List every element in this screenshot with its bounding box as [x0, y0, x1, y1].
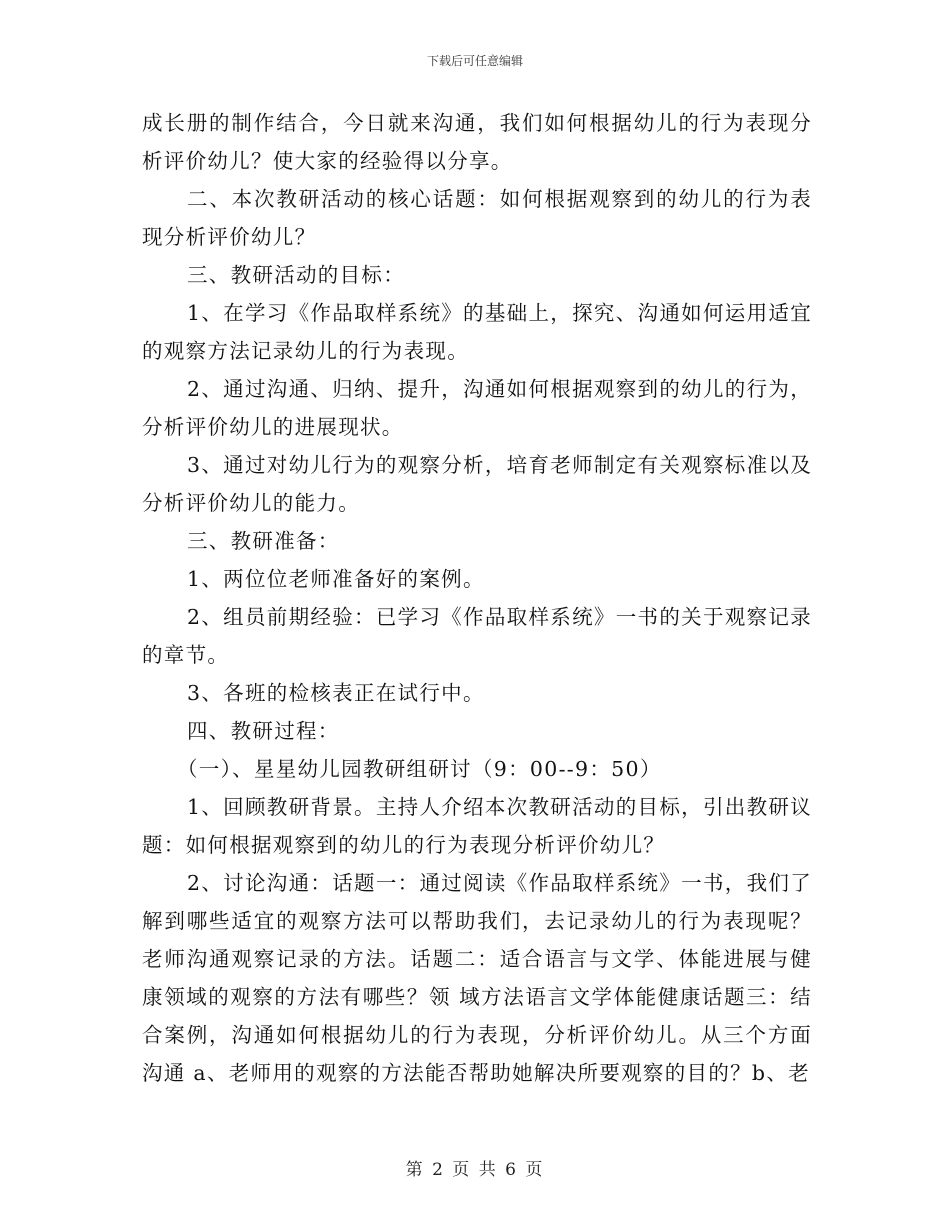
paragraph: 成长册的制作结合，今日就来沟通，我们如何根据幼儿的行为表现分析评价幼儿？使大家的经验得以分享。: [142, 111, 812, 173]
paragraph: 3、通过对幼儿行为的观察分析，培育老师制定有关观察标准以及分析评价幼儿的能力。: [142, 453, 812, 515]
paragraph: 3、各班的检核表正在试行中。: [187, 681, 485, 705]
paragraph: 1、两位位老师准备好的案例。: [187, 567, 485, 591]
paragraph: 三、教研准备：: [187, 529, 340, 553]
paragraph: 2、组员前期经验：已学习《作品取样系统》一书的关于观察记录的章节。: [142, 605, 812, 667]
paragraph: 1、在学习《作品取样系统》的基础上，探究、沟通如何运用适宜的观察方法记录幼儿的行为表现。: [142, 301, 812, 363]
page-header: 下载后可任意编辑: [426, 54, 523, 68]
page-footer: 第 2 页 共 6 页: [405, 1160, 545, 1180]
paragraph: 二、本次教研活动的核心话题：如何根据观察到的幼儿的行为表现分析评价幼儿？: [142, 187, 812, 249]
document-body: [142, 104, 812, 1092]
paragraph: 1、回顾教研背景。主持人介绍本次教研活动的目标，引出教研议题：如何根据观察到的幼儿的行为表现分析评价幼儿？: [142, 795, 812, 857]
paragraph: （一）、星星幼儿园教研组研讨（9：00--9：50）: [177, 757, 662, 781]
paragraph: 2、讨论沟通：话题一：通过阅读《作品取样系统》一书，我们了解到哪些适宜的观察方法可以帮助我们，去记录幼儿的行为表现呢？老师沟通观察记录的方法。话题二：适合语言与文学、体能进展与健康领域的观察的方法有哪些？领 域方法语言文学体能健康话题三：结合案例，沟通如何根据幼儿的行为表现，分析评价幼儿。从三个方面沟通 a、老师用的观察的方法能否帮助她解决所要观察的目的？b、老: [142, 871, 812, 1085]
paragraph: 三、教研活动的目标：: [187, 263, 405, 287]
paragraph: 四、教研过程：: [187, 719, 340, 743]
paragraph: 2、通过沟通、归纳、提升，沟通如何根据观察到的幼儿的行为，分析评价幼儿的进展现状。: [142, 377, 812, 439]
